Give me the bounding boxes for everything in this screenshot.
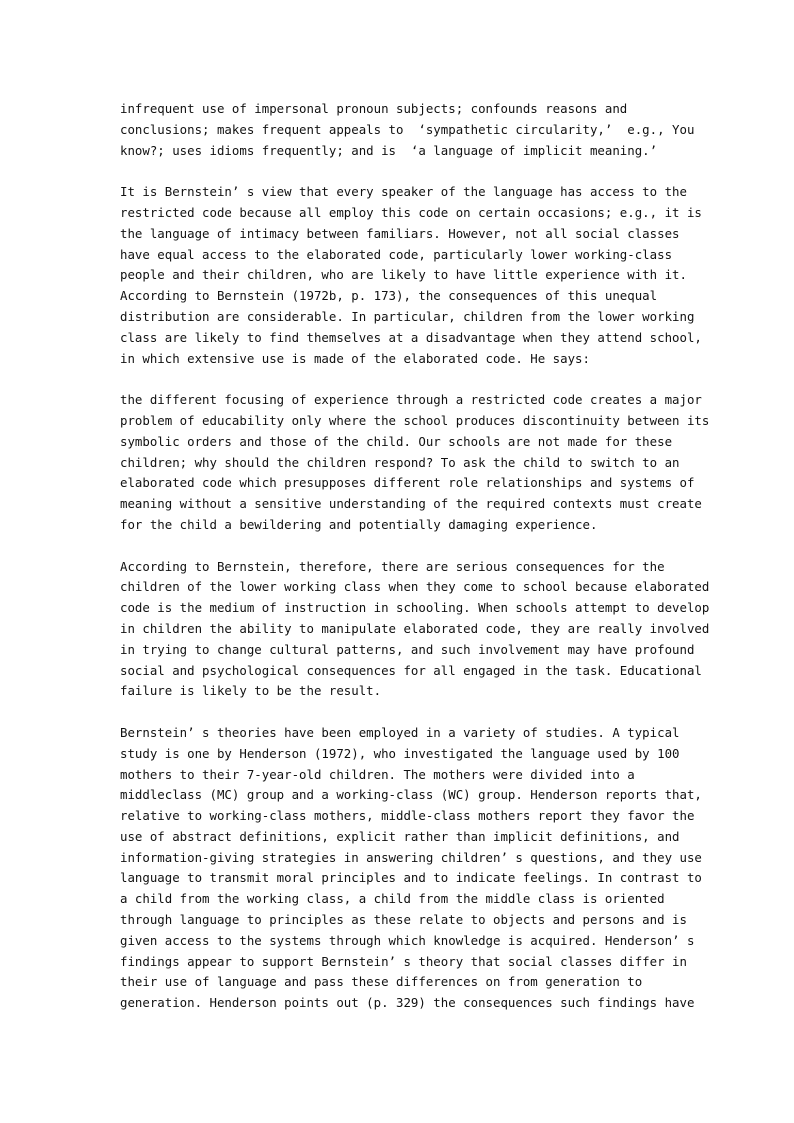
text-line: use of abstract definitions, explicit rather than implicit definitions, and <box>120 828 680 844</box>
text-line: symbolic orders and those of the child. Our schools are not made for these <box>120 433 673 449</box>
paragraph-restricted-code-features <box>120 99 695 161</box>
text-line: According to Bernstein, therefore, there are serious consequences for the <box>120 558 665 574</box>
text-line: meaning without a sensitive understanding of the required contexts must create <box>120 496 702 512</box>
text-line: failure is likely to be the result. <box>120 683 382 699</box>
text-line: a child from the working class, a child from the middle class is oriented <box>120 891 665 907</box>
text-line: Bernstein’ s theories have been employed in a variety of studies. A typical <box>120 724 680 740</box>
text-line: have equal access to the elaborated code, particularly lower working-class <box>120 246 673 262</box>
text-line: problem of educability only where the school produces discontinuity between its <box>120 412 710 428</box>
text-line: According to Bernstein (1972b, p. 173), the consequences of this unequal <box>120 288 658 304</box>
text-line: infrequent use of impersonal pronoun subjects; confounds reasons and <box>120 101 628 116</box>
text-line: relative to working-class mothers, middle-class mothers report they favor the <box>120 808 695 824</box>
text-line: code is the medium of instruction in schooling. When schools attempt to develop <box>120 600 710 616</box>
text-line: generation. Henderson points out (p. 329) the consequences such findings have <box>120 995 695 1011</box>
text-line: know?; uses idioms frequently; and is ‘a language of implicit meaning.’ <box>120 142 658 158</box>
text-line: study is one by Henderson (1972), who investigated the language used by 100 <box>120 745 680 761</box>
text-line: It is Bernstein’ s view that every speaker of the language has access to the <box>120 184 687 200</box>
text-line: restricted code because all employ this code on certain occasions; e.g., it is <box>120 204 702 220</box>
text-line: children; why should the children respond? To ask the child to switch to an <box>120 454 680 470</box>
text-line: in children the ability to manipulate elaborated code, they are really involved <box>120 620 710 636</box>
text-line: in trying to change cultural patterns, and such involvement may have profound <box>120 641 695 657</box>
text-line: the language of intimacy between familiars. However, not all social classes <box>120 225 680 241</box>
text-line: mothers to their 7-year-old children. The mothers were divided into a <box>120 766 635 782</box>
text-line: middleclass (MC) group and a working-class (WC) group. Henderson reports that, <box>120 787 702 803</box>
document-page <box>120 99 710 1035</box>
text-line: given access to the systems through which knowledge is acquired. Henderson’ s <box>120 932 695 948</box>
paragraph-henderson-study <box>120 723 702 1014</box>
paragraph-access-to-codes <box>120 182 702 369</box>
text-line: class are likely to find themselves at a disadvantage when they attend school, <box>120 329 702 345</box>
text-line: people and their children, who are likely to have little experience with it. <box>120 267 687 283</box>
text-line: conclusions; makes frequent appeals to ‘sympathetic circularity,’ e.g., You <box>120 121 695 137</box>
paragraph-consequences <box>120 557 710 703</box>
text-line: for the child a bewildering and potentially damaging experience. <box>120 516 598 532</box>
text-line: distribution are considerable. In particular, children from the lower working <box>120 308 695 324</box>
text-line: through language to principles as these relate to objects and persons and is <box>120 912 687 928</box>
text-line: their use of language and pass these differences on from generation to <box>120 974 643 990</box>
text-line: elaborated code which presupposes different role relationships and systems of <box>120 475 695 491</box>
text-line: information-giving strategies in answering children’ s questions, and they use <box>120 849 702 865</box>
paragraph-bernstein-quotation <box>120 390 710 536</box>
text-line: in which extensive use is made of the elaborated code. He says: <box>120 350 590 366</box>
text-line: findings appear to support Bernstein’ s theory that social classes differ in <box>120 953 687 969</box>
text-line: language to transmit moral principles and to indicate feelings. In contrast to <box>120 870 702 886</box>
text-line: children of the lower working class when they come to school because elaborated <box>120 579 710 595</box>
text-line: social and psychological consequences for all engaged in the task. Educational <box>120 662 702 678</box>
text-line: the different focusing of experience through a restricted code creates a major <box>120 392 702 408</box>
